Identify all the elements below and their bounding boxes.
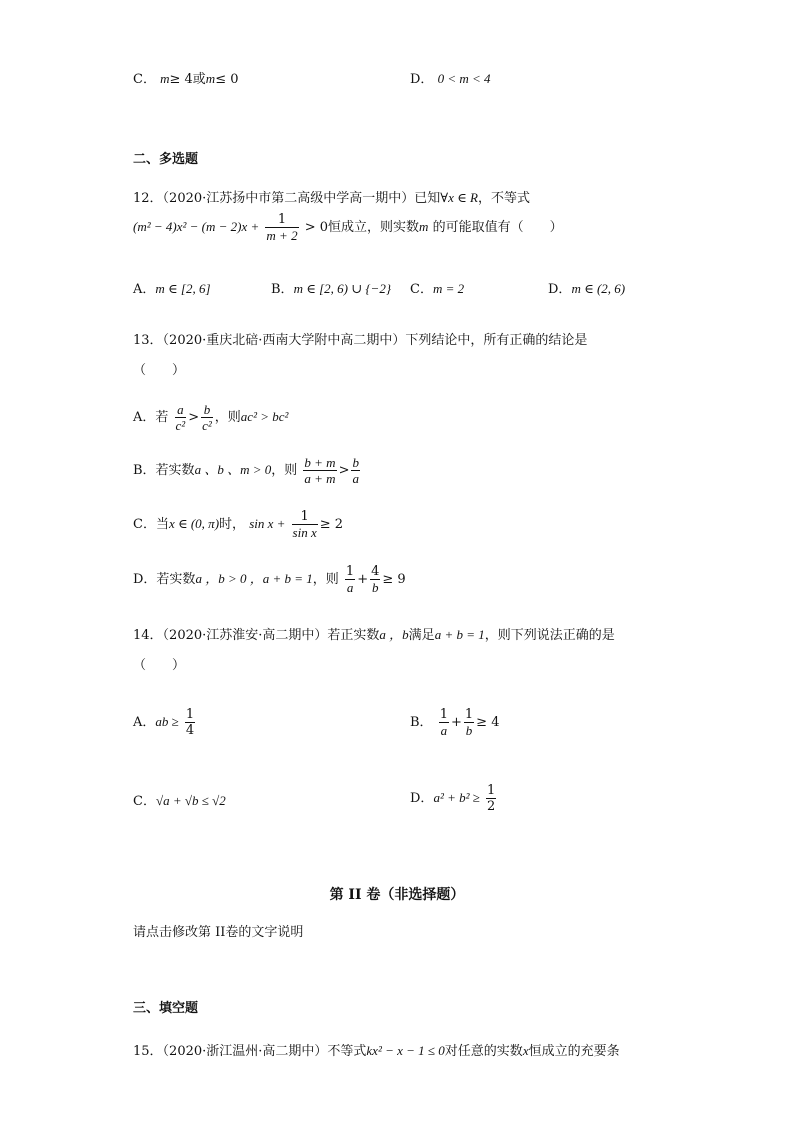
q13-option-b: B．若实数a 、b 、m > 0，则 $\frac{b + m}{a + m}$ > $\frac{b}{a}$ — [133, 455, 359, 486]
math: m = 2 — [432, 281, 465, 296]
q12-option-c: C．m = 2 — [410, 281, 465, 297]
text: 的可能取值有（ ） — [432, 220, 563, 235]
math: ab ≥ — [155, 714, 179, 729]
q15-stem: 15．（2020·浙江温州·高二期中）不等式kx² − x − 1 ≤ 0对任意的实数x恒成立的充要条 — [133, 1043, 620, 1059]
math: a² + b² ≥ — [433, 790, 480, 805]
math: m — [160, 71, 170, 86]
part-two-title: 第 II 卷（非选择题） — [329, 887, 465, 903]
q13-stem: 13．（2020·重庆北碚·西南大学附中高二期中）下列结论中，所有正确的结论是 — [133, 333, 588, 348]
text: ，不等式 — [477, 191, 530, 206]
q12-option-b: B．m ∈ [2, 6) ∪ {−2} — [271, 281, 392, 297]
math: a 、b 、m > 0 — [194, 462, 272, 477]
q11-option-d — [410, 68, 491, 87]
fraction: $\frac{1}{\text{sin x}}$ — [292, 509, 317, 540]
math: ac² > bc² — [240, 409, 289, 424]
q14-option-c: C．√a + √b ≤ √2 — [133, 793, 226, 809]
option-label: D． — [410, 72, 434, 87]
q13-option-c: C．当x ∈ (0, π)时， sin x + $\frac{1}{\text{sin x}}$ ≥ 2 — [133, 509, 344, 540]
math: 0 < m < 4 — [437, 71, 491, 86]
fraction: $\frac{a}{\text{c²}}$ — [175, 402, 186, 433]
fraction: $\frac{1}{b}$ — [464, 707, 474, 738]
fraction: $\frac{1}{m + 2}$ — [266, 212, 298, 243]
q14-option-d: D．a² + b² ≥ $\frac{1}{2}$ — [410, 783, 496, 814]
q13-option-a: A．若 $\frac{a}{\text{c²}}$ > $\frac{b}{\text{c²}}$ ，则ac² > bc² — [133, 402, 289, 433]
math: ≤ 0 — [215, 72, 239, 87]
math: x ∈ (0, π) — [168, 516, 220, 531]
q13-option-d: D．若实数a ，b > 0 ，a + b = 1，则 $\frac{1}{a}$ + $\frac{4}{b}$ ≥ 9 — [133, 564, 406, 595]
math: > 0 — [304, 220, 329, 235]
q13-answer-paren: （ ） — [133, 363, 186, 378]
section-title-multiple-choice: 二、多选题 — [133, 152, 199, 167]
q12-option-d: D．m ∈ (2, 6) — [548, 281, 626, 297]
fraction: $\frac{4}{b}$ — [371, 564, 380, 595]
q11-option-c — [133, 68, 238, 87]
section-title-fill-in: 三、填空题 — [133, 1001, 199, 1016]
math: ≥ 4 — [169, 72, 193, 87]
math: m ∈ [2, 6) ∪ {−2} — [293, 281, 392, 296]
math: ∀x ∈ R — [440, 190, 478, 205]
q12-stem — [133, 187, 530, 206]
math: m ∈ [2, 6] — [155, 281, 211, 296]
q14-answer-paren: （ ） — [133, 658, 186, 673]
math: x — [522, 1043, 529, 1058]
q14-stem: 14．（2020·江苏淮安·高二期中）若正实数a ，b满足a + b = 1，则下列说法正确的是 — [133, 627, 615, 643]
q14-option-a: A．ab ≥ $\frac{1}{4}$ — [133, 707, 195, 738]
math: kx² − x − 1 ≤ 0 — [366, 1043, 445, 1058]
option-label: C． — [133, 72, 156, 87]
text: 或 — [192, 72, 206, 87]
fraction: $\frac{b + m}{a + m}$ — [304, 455, 336, 486]
math: m — [205, 71, 216, 86]
math: a ，b — [379, 627, 409, 642]
q14-option-b: B． $\frac{1}{a}$ + $\frac{1}{b}$ ≥ 4 — [410, 707, 500, 738]
text: 恒成立，则实数 — [328, 220, 420, 235]
fraction: $\frac{1}{2}$ — [487, 783, 496, 814]
q12-inequality-line — [133, 212, 563, 243]
fraction: $\frac{1}{a}$ — [439, 707, 448, 738]
fraction: $\frac{1}{4}$ — [185, 707, 195, 738]
math: (m² − 4)x² − (m − 2)x + — [133, 219, 260, 234]
fraction: $\frac{b}{a}$ — [352, 455, 359, 486]
question-source: 12．（2020·江苏扬中市第二高级中学高一期中）已知 — [133, 191, 441, 206]
math: m ∈ (2, 6) — [571, 281, 626, 296]
math: a + b = 1 — [434, 627, 485, 642]
math: m — [419, 219, 429, 234]
math: sin x + — [249, 516, 286, 531]
fraction: $\frac{b}{\text{c²}}$ — [202, 402, 212, 433]
part-two-note: 请点击修改第 II卷的文字说明 — [133, 925, 304, 940]
math: √a + √b ≤ √2 — [155, 793, 226, 808]
q12-option-a: A．m ∈ [2, 6] — [133, 281, 211, 297]
math: a ，b > 0 ，a + b = 1 — [195, 571, 313, 586]
fraction: $\frac{1}{a}$ — [345, 564, 355, 595]
